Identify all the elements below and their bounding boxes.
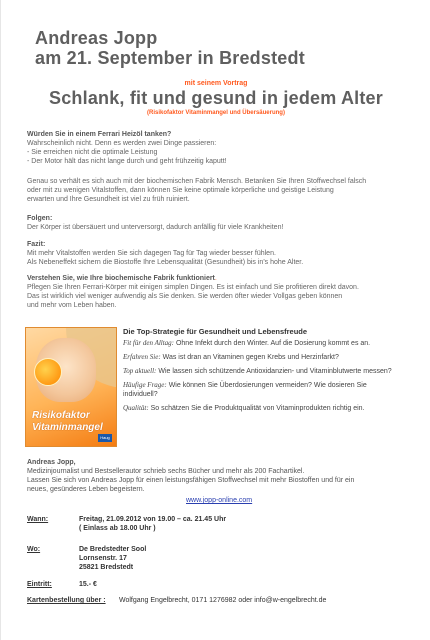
book-point bbox=[123, 404, 403, 413]
ferrari-question: Würden Sie in einem Ferrari Heizöl tanken? bbox=[27, 131, 172, 138]
point-text: Was ist dran an Vitaminen gegen Krebs und Herzinfarkt? bbox=[160, 354, 339, 361]
text-line: Das ist wirklich viel weniger aufwendig als Sie denken. Sie werden öfter wieder Vollgas geben können bbox=[27, 293, 343, 300]
book-point bbox=[123, 339, 403, 348]
text-line: erwarten und Ihre Gesundheit ist viel zu früh ruiniert. bbox=[27, 196, 190, 203]
section-fazit bbox=[27, 240, 417, 267]
point-label: Top aktuell: bbox=[123, 367, 157, 375]
book-cover bbox=[25, 327, 117, 447]
book-description bbox=[123, 327, 403, 418]
text-line: - Sie erreichen nicht die optimale Leistung bbox=[27, 149, 158, 156]
talk-subtitle: (Risikofaktor Vitaminmangel und Übersäuerung) bbox=[147, 110, 285, 116]
book-headline: Die Top-Strategie für Gesundheit und Lebensfreude bbox=[123, 327, 308, 336]
talk-title: Schlank, fit und gesund in jedem Alter bbox=[49, 88, 383, 108]
header-date-place: am 21. September in Bredstedt bbox=[35, 48, 305, 68]
order-label: Kartenbestellung über : bbox=[27, 597, 106, 604]
text-line: - Der Motor hält das nicht lange durch und geht frühzeitig kaputt! bbox=[27, 158, 227, 165]
point-label: Häufige Frage: bbox=[123, 381, 167, 389]
when-value: Freitag, 21.09.2012 von 19.00 – ca. 21.45 Uhr ( Einlass ab 18.00 Uhr ) bbox=[79, 516, 227, 532]
section-verstehen bbox=[27, 274, 417, 310]
verstehen-heading: Verstehen Sie, wie Ihre biochemische Fabrik funktioniert bbox=[27, 275, 215, 282]
text-line: Als Nebeneffekt sichern die Biostoffe Ihre Lebensqualität (Gesundheit) bis in's hohe Alter. bbox=[27, 259, 304, 266]
author-name: Andreas Jopp, bbox=[27, 459, 76, 466]
section-biochem bbox=[27, 177, 417, 204]
header-speaker: Andreas Jopp bbox=[35, 28, 158, 48]
point-label: Erfahren Sie: bbox=[123, 353, 161, 361]
section-ferrari bbox=[27, 130, 417, 166]
text-line: Genau so verhält es sich auch mit der biochemischen Fabrik Mensch. Betanken Sie Ihren Stoffwechsel falsch bbox=[27, 178, 367, 185]
point-label: Fit für den Alltag: bbox=[123, 339, 175, 347]
point-text: Ohne Infekt durch den Winter. Auf die Dosierung kommt es an. bbox=[174, 340, 371, 347]
book-point bbox=[123, 381, 403, 399]
text-line: Lassen Sie sich von Andreas Jopp für einen leistungsfähigen Stoffwechsel mit mehr Biostoffen und für ein bbox=[27, 477, 355, 484]
fazit-heading: Fazit: bbox=[27, 241, 46, 248]
text-line: Mit mehr Vitalstoffen werden Sie sich dagegen Tag für Tag wieder besser fühlen. bbox=[27, 250, 276, 257]
text-line: Der Körper ist übersäuert und unterversorgt, dadurch anfällig für viele Krankheiten! bbox=[27, 224, 284, 231]
point-text: So schätzen Sie die Produktqualität von Vitaminprodukten richtig ein. bbox=[148, 405, 365, 412]
text-line: neues, gesünderes Leben begeistern. bbox=[27, 486, 145, 493]
cover-orange-icon bbox=[34, 358, 62, 386]
publisher-logo: Haug bbox=[98, 434, 112, 442]
point-text: Wie können Sie Überdosierungen vermeiden? Wie dosieren Sie individuell? bbox=[123, 382, 367, 398]
website-link-row bbox=[186, 496, 252, 505]
point-label: Qualität: bbox=[123, 404, 149, 412]
talk-intro: mit seinem Vortrag bbox=[184, 80, 248, 87]
book-promo bbox=[25, 327, 403, 447]
text-line: Medizinjournalist und Bestsellerautor schrieb sechs Bücher und mehr als 200 Fachartikel. bbox=[27, 468, 305, 475]
book-point bbox=[123, 353, 403, 362]
fee-label: Eintritt: bbox=[27, 581, 52, 588]
section-folgen bbox=[27, 214, 417, 232]
author-block bbox=[27, 458, 417, 494]
heading-dot: . bbox=[214, 275, 217, 282]
order-contact: Wolfgang Engelbrecht, 0171 1276982 oder info@w-engelbrecht.de bbox=[119, 597, 327, 604]
text-line: oder mit zu wenigen Vitalstoffen, dann können Sie keine optimale körperliche und geistige Leistung bbox=[27, 187, 334, 194]
point-text: Wie lassen sich schützende Antioxidanzien- und Vitaminblutwerte messen? bbox=[156, 368, 392, 375]
book-point bbox=[123, 367, 403, 376]
fee-value: 15.- € bbox=[79, 581, 97, 588]
where-label: Wo: bbox=[27, 546, 41, 553]
where-value: De Bredstedter Sool Lornsenstr. 17 25821 Bredstedt bbox=[79, 546, 147, 571]
folgen-heading: Folgen: bbox=[27, 215, 53, 222]
cover-title-line2: Vitaminmangel bbox=[32, 422, 103, 433]
text-line: Wahrscheinlich nicht. Denn es werden zwei Dinge passieren: bbox=[27, 140, 217, 147]
text-line: Pflegen Sie Ihren Ferrari-Körper mit einigen simplen Dingen. Es ist einfach und Sie profitieren direkt davon. bbox=[27, 284, 359, 291]
website-link[interactable]: www.jopp-online.com bbox=[186, 497, 253, 504]
cover-title-line1: Risikofaktor bbox=[32, 410, 90, 421]
text-line: und mehr vom Leben haben. bbox=[27, 302, 117, 309]
when-label: Wann: bbox=[27, 516, 49, 523]
